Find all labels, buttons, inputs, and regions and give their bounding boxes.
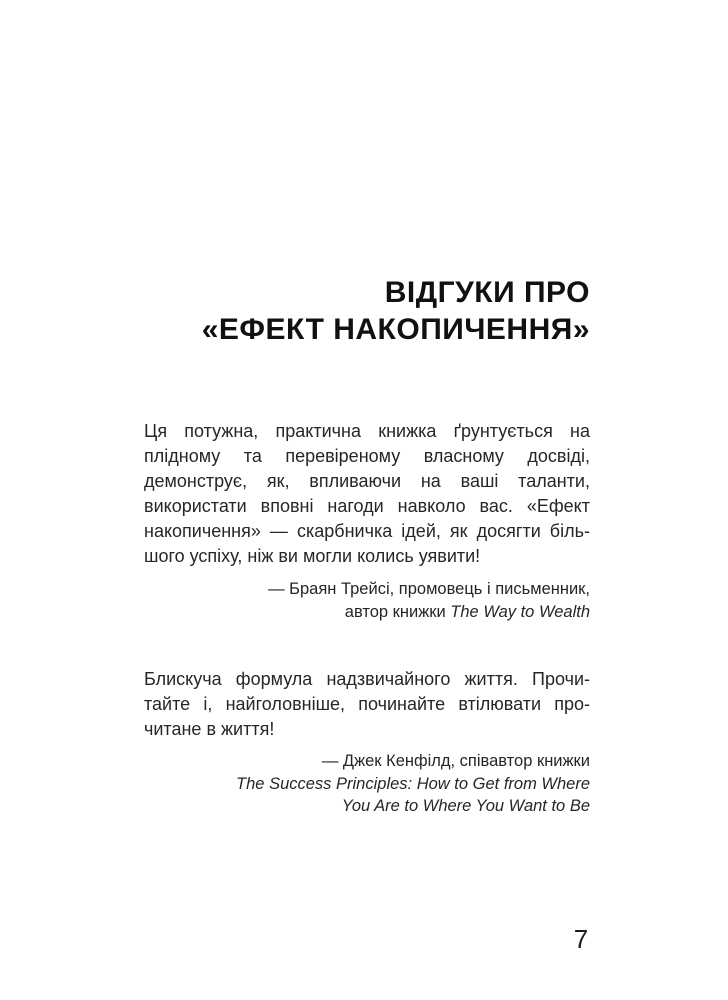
review-text-brian-tracy — [144, 419, 590, 569]
attribution-book-line — [144, 795, 590, 818]
attribution-book-title-line-2: You Are to Where You Want to Be — [341, 797, 590, 815]
review-line: накопичення» — скарбничка ідей, як досягти біль- — [144, 521, 590, 541]
review-attribution-jack-canfield — [144, 750, 590, 818]
attribution-book-prefix: автор книжки — [344, 602, 451, 621]
page-title-line-2: «ЕФЕКТ НАКОПИЧЕННЯ» — [201, 313, 590, 346]
review-attribution-brian-tracy — [144, 578, 590, 623]
review-line: плідному та перевіреному власному досвіді, — [144, 446, 590, 466]
attribution-book-title: The Way to Wealth — [450, 602, 590, 621]
review-line: Ця потужна, практична книжка ґрунтується на — [144, 421, 590, 441]
page-title-line-1: ВІДГУКИ ПРО — [384, 276, 590, 309]
review-line: використати вповні нагоди навколо вас. «Ефект — [144, 496, 590, 516]
review-line: читане в життя! — [144, 719, 275, 739]
page-number: 7 — [573, 924, 589, 954]
review-text-jack-canfield — [144, 667, 590, 742]
page-title — [144, 274, 590, 348]
attribution-author-line: — Браян Трейсі, промовець і письменник, — [268, 580, 590, 598]
attribution-book-title-line-1: The Success Principles: How to Get from Where — [236, 774, 590, 793]
review-line: тайте і, найголовніше, починайте втілювати про- — [144, 694, 590, 714]
review-line: Блискуча формула надзвичайного життя. Прочи- — [144, 669, 590, 689]
attribution-author-line: — Джек Кенфілд, співавтор книжки — [321, 752, 590, 770]
attribution-book-line — [144, 773, 590, 796]
review-line: демонструє, як, впливаючи на ваші таланти, — [144, 471, 590, 491]
attribution-book-line — [144, 601, 590, 624]
review-line: шого успіху, ніж ви могли колись уявити! — [144, 546, 481, 566]
